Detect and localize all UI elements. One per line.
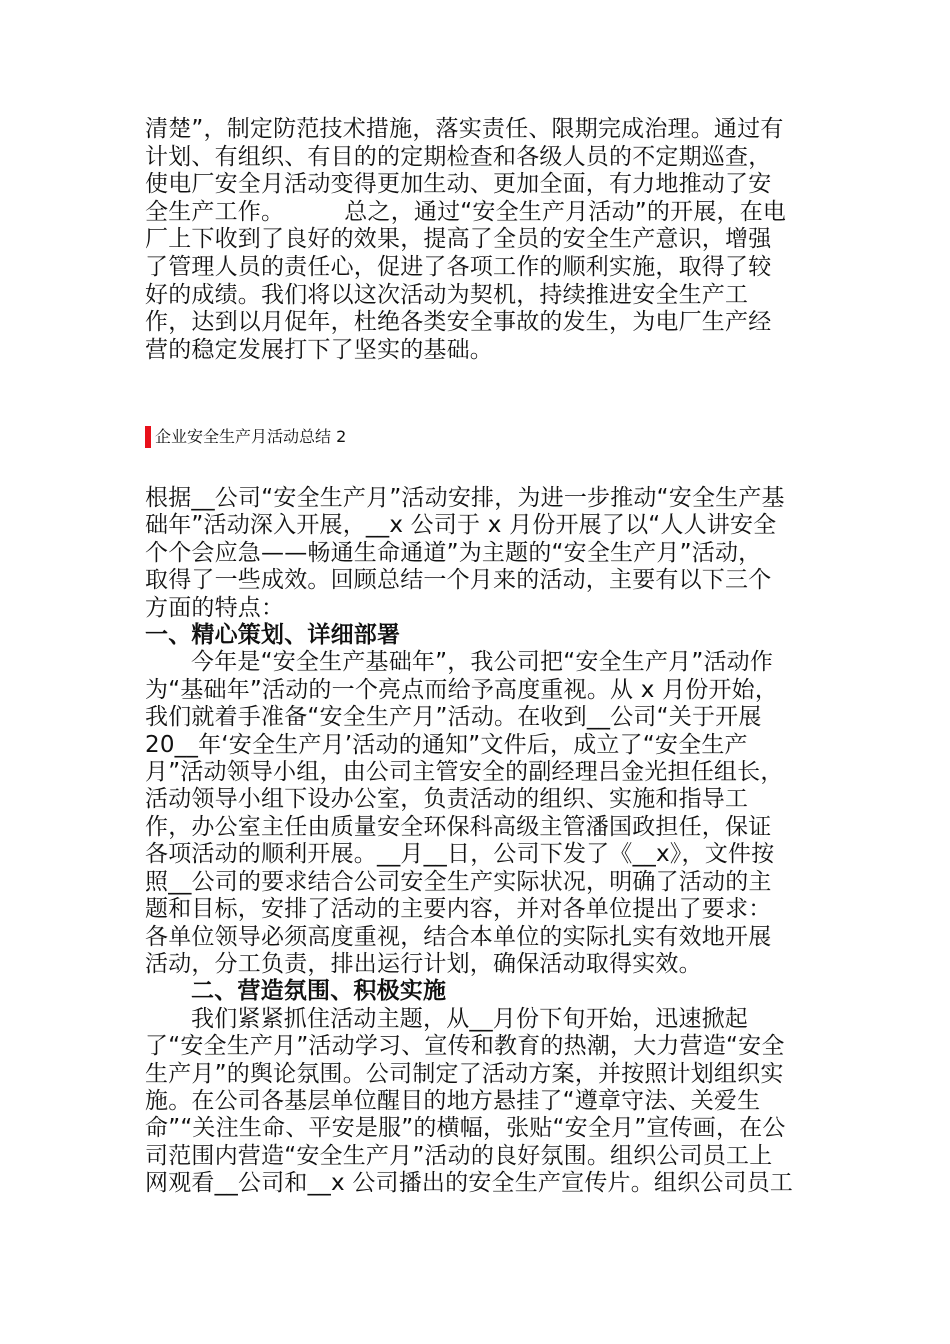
main-body (145, 485, 810, 1198)
text-line: 个个会应急——畅通生命通道”为主题的“安全生产月”活动， (145, 539, 762, 566)
text-line: 营的稳定发展打下了坚实的基础。 (145, 336, 493, 363)
text-line: 作，达到以月促年，杜绝各类安全事故的发生，为电厂生产经 (145, 309, 772, 336)
text-line: 了管理人员的责任心，促进了各项工作的顺利实施，取得了较 (145, 253, 772, 280)
text-line: 作，办公室主任由质量安全环保科高级主管潘国政担任，保证 (145, 813, 772, 840)
text-line: 生产月”的舆论氛围。公司制定了活动方案，并按照计划组织实 (145, 1060, 784, 1087)
text-line: 取得了一些成效。回顾总结一个月来的活动，主要有以下三个 (145, 567, 772, 594)
text-line: 计划、有组织、有目的的定期检查和各级人员的不定期巡查， (145, 143, 772, 170)
text-line: 方面的特点： (145, 594, 285, 621)
text-line: 命”“关注生命、平安是服”的横幅，张贴“安全月”宣传画，在公 (145, 1115, 786, 1142)
text-line: 20__年‘安全生产月’活动的通知”文件后，成立了“安全生产 (145, 731, 748, 758)
text-line: 活动领导小组下设办公室，负责活动的组织、实施和指导工 (145, 786, 749, 813)
text-line: 厂上下收到了良好的效果，提高了全员的安全生产意识，增强 (145, 226, 772, 253)
text-line: 全生产工作。 总之，通过“安全生产月活动”的开展，在电 (145, 198, 787, 225)
text-line: 使电厂安全月活动变得更加生动、更加全面，有力地推动了安 (145, 171, 772, 198)
text-line: 今年是“安全生产基础年”，我公司把“安全生产月”活动作 (191, 649, 774, 676)
text-line: 各项活动的顺利开展。__月__日，公司下发了《__x》，文件按 (145, 841, 775, 868)
text-line: 好的成绩。我们将以这次活动为契机，持续推进安全生产工 (145, 281, 749, 308)
text-line: 施。在公司各基层单位醒目的地方悬挂了“遵章守法、关爱生 (145, 1087, 761, 1114)
section-title-text: 企业安全生产月活动总结 2 (155, 427, 347, 446)
text-line: 司范围内营造“安全生产月”活动的良好氛围。组织公司员工上 (145, 1142, 773, 1169)
text-line: 活动，分工负责，排出运行计划，确保活动取得实效。 (145, 950, 702, 977)
text-line: 根据__公司“安全生产月”活动安排，为进一步推动“安全生产基 (145, 485, 785, 511)
text-line: 题和目标，安排了活动的主要内容，并对各单位提出了要求： (145, 896, 772, 923)
text-line: 础年”活动深入开展，__x 公司于 x 月份开展了以“人人讲安全 (145, 512, 777, 539)
text-line: 网观看__公司和__x 公司播出的安全生产宣传片。组织公司员工 (145, 1170, 794, 1197)
section-title (145, 426, 346, 448)
text-line: 照__公司的要求结合公司安全生产实际状况，明确了活动的主 (145, 868, 772, 895)
text-line: 我们紧紧抓住活动主题，从__月份下旬开始，迅速掀起 (191, 1005, 748, 1032)
text-line: 月”活动领导小组，由公司主管安全的副经理吕金光担任组长， (145, 759, 784, 786)
text-line: 为“基础年”活动的一个亮点而给予高度重视。从 x 月份开始， (145, 676, 779, 703)
text-line: 清楚”，制定防范技术措施，落实责任、限期完成治理。通过有 (145, 116, 784, 142)
heading-1: 一、精心策划、详细部署 (145, 622, 401, 649)
heading-2: 二、营造氛围、积极实施 (191, 978, 447, 1005)
red-marker-icon (145, 426, 151, 448)
text-line: 我们就着手准备“安全生产月”活动。在收到__公司“关于开展 (145, 704, 762, 731)
text-line: 了“安全生产月”活动学习、宣传和教育的热潮，大力营造“安全 (145, 1033, 785, 1060)
text-line: 各单位领导必须高度重视，结合本单位的实际扎实有效地开展 (145, 923, 772, 950)
intro-paragraph (145, 116, 810, 364)
